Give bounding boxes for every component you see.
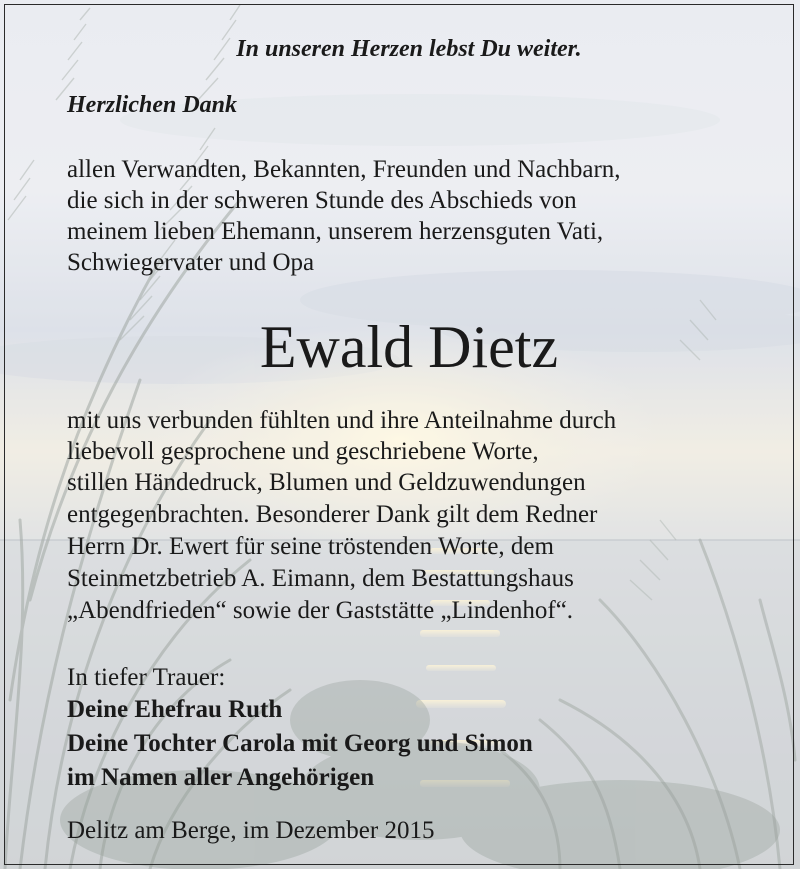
mourner-line: im Namen aller Angehörigen [67, 764, 375, 791]
motto: In unseren Herzen lebst Du weiter. [236, 36, 582, 62]
body-line: Herrn Dr. Ewert für seine tröstenden Worte, dem [67, 533, 554, 560]
body-line: Steinmetzbetrieb A. Eimann, dem Bestattungshaus [67, 565, 574, 592]
body-line: mit uns verbunden fühlten und ihre Anteilnahme durch [67, 407, 617, 434]
body-line: entgegenbrachten. Besonderer Dank gilt dem Redner [67, 501, 598, 528]
intro-line: die sich in der schweren Stunde des Abschieds von [67, 187, 577, 214]
body-line: stillen Händedruck, Blumen und Geldzuwendungen [67, 469, 586, 496]
body-line: „Abendfrieden“ sowie der Gaststätte „Lindenhof“. [67, 597, 574, 624]
deceased-name: Ewald Dietz [259, 314, 559, 380]
body-line: liebevoll gesprochene und geschriebene Worte, [67, 438, 539, 465]
mourner-line: Deine Ehefrau Ruth [67, 696, 283, 723]
intro-line: Schwiegervater und Opa [67, 249, 315, 276]
place-date: Delitz am Berge, im Dezember 2015 [67, 817, 435, 844]
intro-line: meinem lieben Ehemann, unserem herzensguten Vati, [67, 218, 604, 245]
mourning-intro: In tiefer Trauer: [67, 664, 226, 691]
mourner-line: Deine Tochter Carola mit Georg und Simon [67, 730, 533, 757]
intro-line: allen Verwandten, Bekannten, Freunden und Nachbarn, [67, 156, 621, 183]
thanks-heading: Herzlichen Dank [67, 92, 238, 118]
